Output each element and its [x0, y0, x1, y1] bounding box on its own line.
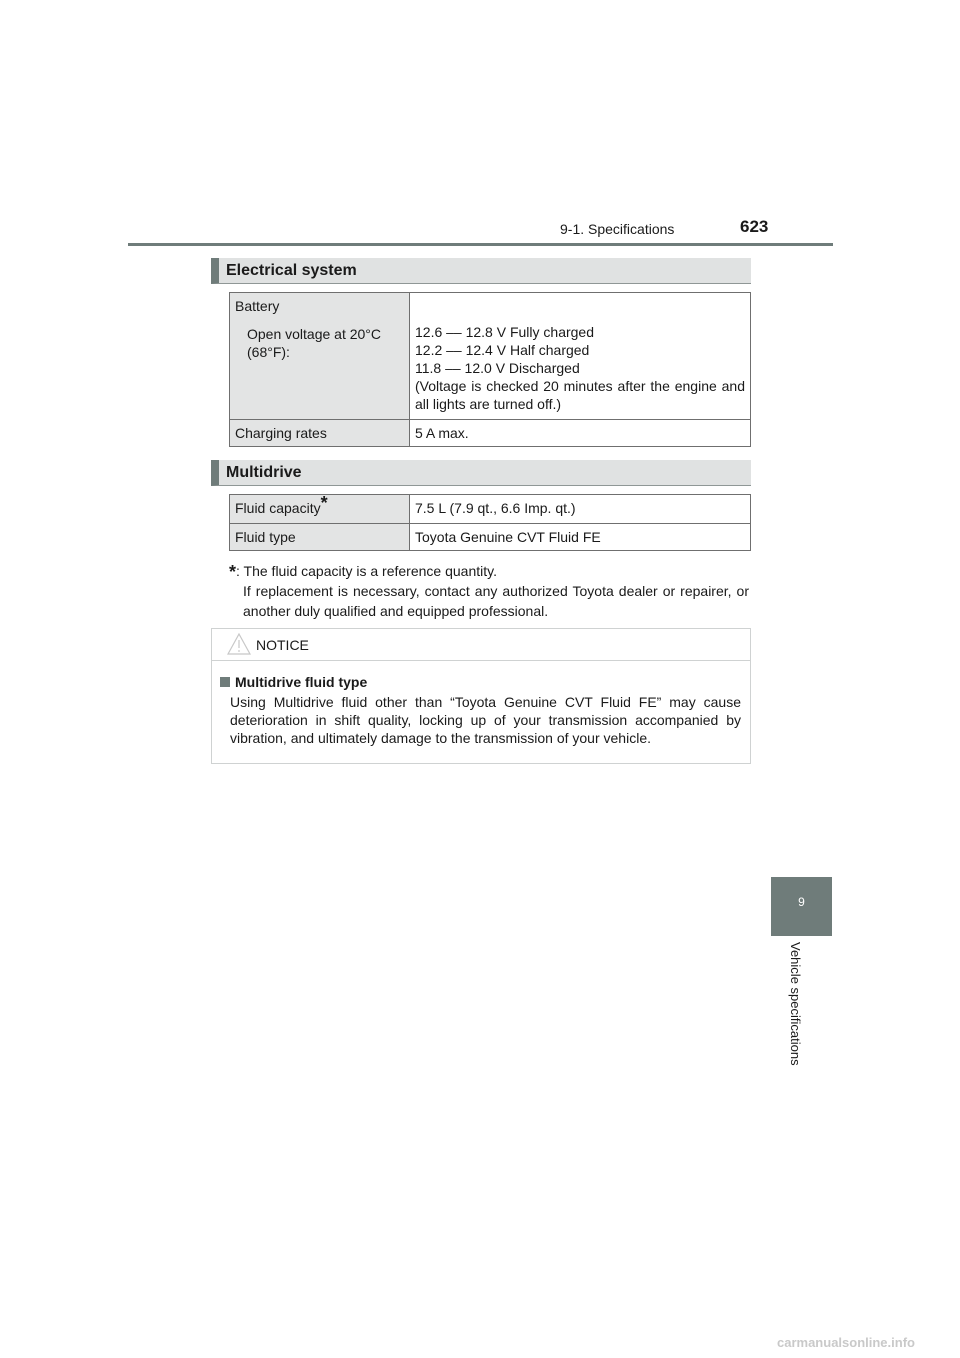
chapter-label-wrap — [788, 942, 927, 1066]
notice-body: Using Multidrive fluid other than “Toyota Genuine CVT Fluid FE” may cause deterioration in shift quality, locking up of your transmission accompanied by vibration, and ultimately damage to the transmission of your vehicle. — [230, 694, 741, 746]
footnote — [229, 560, 749, 621]
voltage-note: (Voltage is checked 20 minutes after the engine and all lights are turned off.) — [415, 378, 745, 412]
footnote-marker: * — [320, 493, 328, 514]
section-heading-label: Multidrive — [226, 464, 302, 481]
header-rule — [128, 243, 833, 246]
watermark: carmanualsonline.info — [777, 1335, 915, 1350]
charging-label: Charging rates — [230, 420, 410, 447]
open-voltage-label: Open voltage at 20°C (68°F): — [247, 326, 382, 360]
fluid-type-value: Toyota Genuine CVT Fluid FE — [410, 524, 751, 551]
charging-value: 5 A max. — [410, 420, 751, 447]
fluid-capacity-value: 7.5 L (7.9 qt., 6.6 Imp. qt.) — [410, 495, 751, 524]
fluid-type-label: Fluid type — [230, 524, 410, 551]
section-heading-multidrive — [211, 460, 751, 486]
notice-title — [220, 674, 367, 690]
battery-label: Battery — [235, 298, 280, 314]
table-row — [230, 524, 751, 551]
voltage-line: 12.2 –– 12.4 V Half charged — [415, 342, 590, 358]
notice-heading: NOTICE — [256, 637, 309, 653]
warning-triangle-icon — [227, 633, 251, 655]
chapter-label: Vehicle specifications — [788, 942, 803, 1066]
section-heading-label: Electrical system — [226, 262, 357, 279]
table-row — [230, 420, 751, 447]
square-bullet-icon — [220, 677, 230, 687]
footnote-detail: If replacement is necessary, contact any authorized Toyota dealer or repairer, or another duly qualified and equipped professional. — [243, 583, 749, 619]
chapter-tab — [771, 877, 832, 936]
section-title: 9-1. Specifications — [560, 221, 675, 237]
electrical-table — [229, 292, 751, 447]
table-row — [230, 495, 751, 524]
notice-box — [211, 628, 751, 764]
page-number: 623 — [740, 217, 769, 236]
chapter-number: 9 — [798, 895, 805, 909]
fluid-capacity-label: Fluid capacity — [235, 500, 321, 516]
multidrive-table — [229, 494, 751, 551]
voltage-line: 11.8 –– 12.0 V Discharged — [415, 360, 580, 376]
footnote-line: : The fluid capacity is a reference quantity. — [236, 563, 497, 579]
notice-title-text: Multidrive fluid type — [235, 674, 368, 690]
battery-label-cell — [230, 293, 410, 420]
notice-header — [212, 629, 750, 661]
section-heading-electrical — [211, 258, 751, 284]
voltage-cell — [410, 293, 751, 420]
footnote-marker: * — [229, 562, 237, 582]
table-row — [230, 293, 751, 420]
fluid-capacity-label-cell — [230, 495, 410, 524]
voltage-line: 12.6 –– 12.8 V Fully charged — [415, 324, 595, 340]
